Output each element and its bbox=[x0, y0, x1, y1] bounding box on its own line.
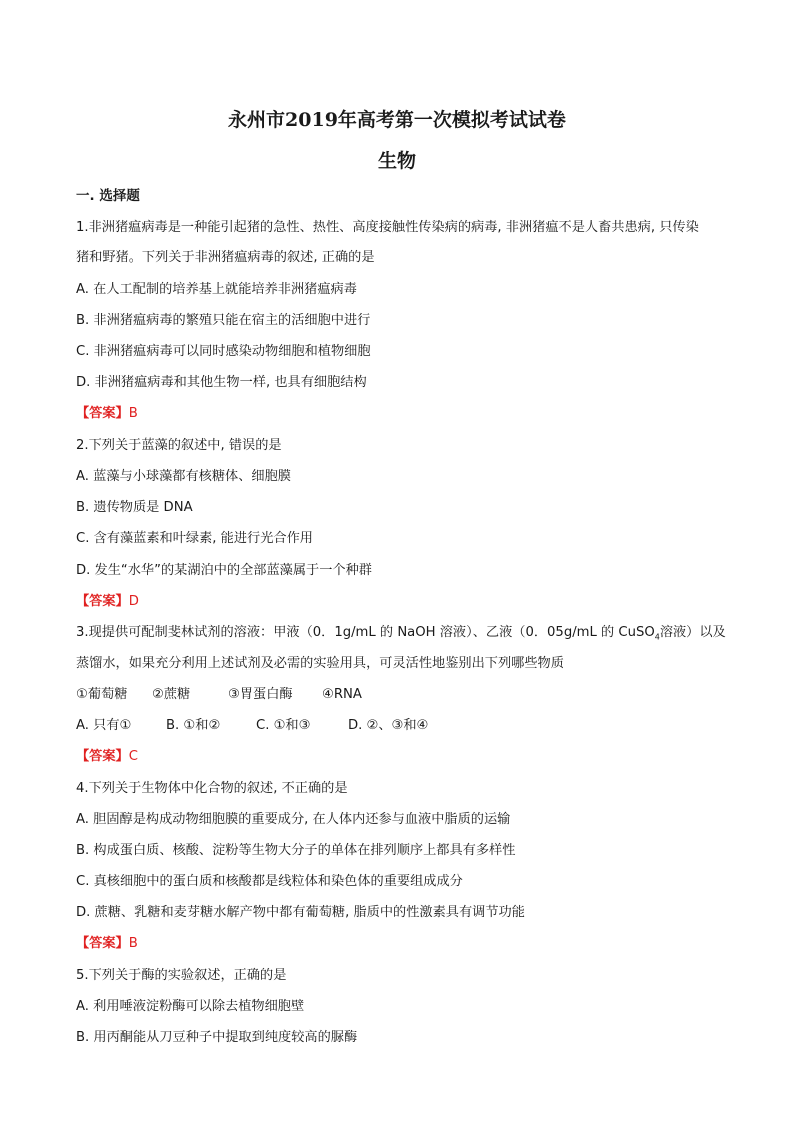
answer-label: 【答案】 bbox=[76, 406, 129, 421]
question-3-items bbox=[76, 685, 726, 705]
section-heading: 一. 选择题 bbox=[76, 188, 140, 204]
question-3-stem-text-tail: 溶液）以及 bbox=[659, 625, 726, 640]
question-2-option-b: B. 遗传物质是 DNA bbox=[76, 500, 193, 515]
question-4-answer bbox=[76, 934, 726, 954]
question-1-stem-line-2: 猪和野猪。下列关于非洲猪瘟病毒的叙述, 正确的是 bbox=[76, 250, 375, 265]
answer-value: B bbox=[128, 406, 138, 421]
item-2: ②蔗糖 bbox=[152, 687, 191, 702]
answer-value: C bbox=[128, 749, 138, 764]
question-5-stem: 5.下列关于酶的实验叙述，正确的是 bbox=[76, 968, 287, 983]
question-3-options bbox=[76, 716, 726, 736]
question-3-stem-text: 3.现提供可配制斐林试剂的溶液：甲液（0．1g/mL 的 NaOH 溶液）、乙液（0．05g/mL 的 CuSO bbox=[76, 625, 655, 640]
question-1-option-b: B. 非洲猪瘟病毒的繁殖只能在宿主的活细胞中进行 bbox=[76, 313, 371, 328]
question-1-option-d: D. 非洲猪瘟病毒和其他生物一样, 也具有细胞结构 bbox=[76, 375, 367, 390]
question-3-option-b: B. ①和② bbox=[166, 718, 221, 733]
answer-value: B bbox=[128, 936, 138, 951]
exam-title: 永州市2019年高考第一次模拟考试试卷 bbox=[228, 109, 566, 131]
question-3-stem-line-1 bbox=[76, 623, 726, 643]
item-4: ④RNA bbox=[322, 687, 362, 702]
question-2-answer bbox=[76, 592, 726, 612]
question-4-option-a: A. 胆固醇是构成动物细胞膜的重要成分, 在人体内还参与血液中脂质的运输 bbox=[76, 812, 511, 827]
question-1-stem-line-1: 1.非洲猪瘟病毒是一种能引起猪的急性、热性、高度接触性传染病的病毒, 非洲猪瘟不是人畜共患病, 只传染 bbox=[76, 220, 699, 235]
question-4-option-c: C. 真核细胞中的蛋白质和核酸都是线粒体和染色体的重要组成成分 bbox=[76, 874, 463, 889]
question-5-option-b: B. 用丙酮能从刀豆种子中提取到纯度较高的脲酶 bbox=[76, 1030, 358, 1045]
subject-title: 生物 bbox=[377, 150, 416, 172]
question-3-option-d: D. ②、③和④ bbox=[348, 718, 429, 733]
subscript: 4 bbox=[654, 632, 660, 642]
answer-label: 【答案】 bbox=[76, 594, 129, 609]
question-2-option-a: A. 蓝藻与小球藻都有核糖体、细胞膜 bbox=[76, 469, 291, 484]
question-1-option-c: C. 非洲猪瘟病毒可以同时感染动物细胞和植物细胞 bbox=[76, 344, 371, 359]
item-3: ③胃蛋白酶 bbox=[228, 687, 293, 702]
question-2-option-c: C. 含有藻蓝素和叶绿素, 能进行光合作用 bbox=[76, 531, 313, 546]
question-1-answer bbox=[76, 404, 726, 424]
answer-label: 【答案】 bbox=[76, 936, 129, 951]
question-1-option-a: A. 在人工配制的培养基上就能培养非洲猪瘟病毒 bbox=[76, 282, 357, 297]
question-2-option-d: D. 发生“水华”的某湖泊中的全部蓝藻属于一个种群 bbox=[76, 563, 372, 578]
question-3-option-c: C. ①和③ bbox=[256, 718, 311, 733]
question-4-option-d: D. 蔗糖、乳糖和麦芽糖水解产物中都有葡萄糖, 脂质中的性激素具有调节功能 bbox=[76, 905, 525, 920]
question-2-stem: 2.下列关于蓝藻的叙述中, 错误的是 bbox=[76, 438, 282, 453]
answer-value: D bbox=[128, 594, 139, 609]
question-3-stem-line-2: 蒸馏水，如果充分利用上述试剂及必需的实验用具，可灵活性地鉴别出下列哪些物质 bbox=[76, 656, 564, 671]
item-1: ①葡萄糖 bbox=[76, 687, 128, 702]
question-4-option-b: B. 构成蛋白质、核酸、淀粉等生物大分子的单体在排列顺序上都具有多样性 bbox=[76, 843, 516, 858]
question-3-answer bbox=[76, 747, 726, 767]
question-4-stem: 4.下列关于生物体中化合物的叙述, 不正确的是 bbox=[76, 781, 348, 796]
answer-label: 【答案】 bbox=[76, 749, 129, 764]
question-3-option-a: A. 只有① bbox=[76, 718, 132, 733]
question-5-option-a: A. 利用唾液淀粉酶可以除去植物细胞壁 bbox=[76, 999, 305, 1014]
